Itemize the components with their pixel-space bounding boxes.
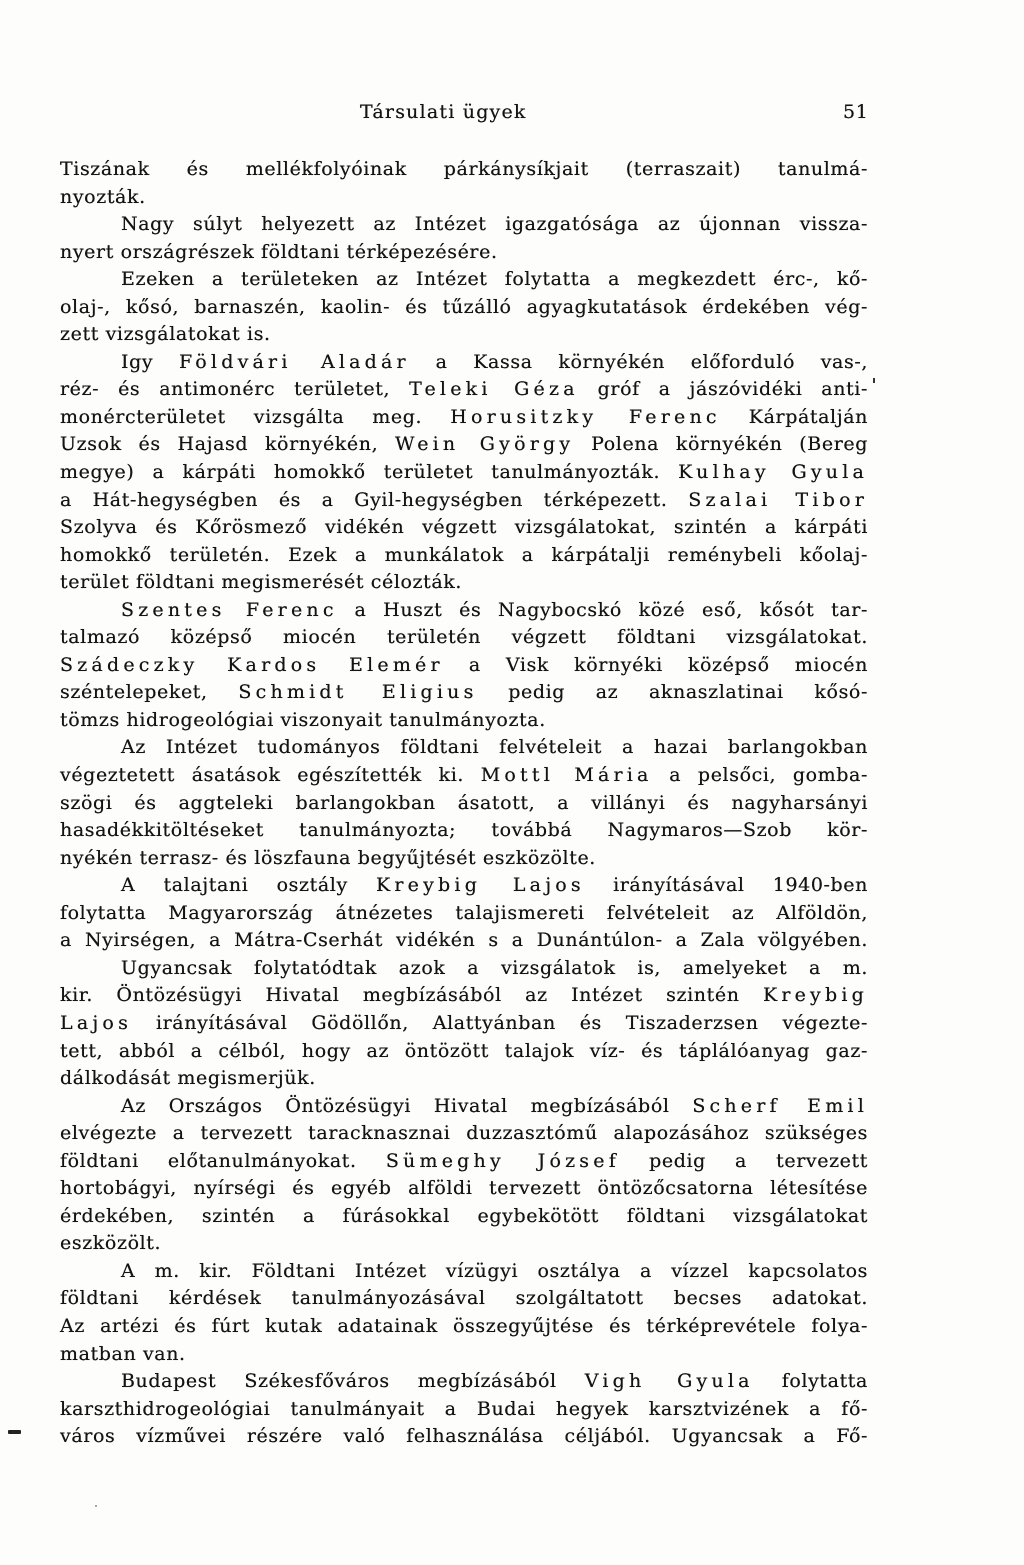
person-name: Szentes Ferenc xyxy=(121,598,338,621)
text-segment: a Nyirségen, a Mátra-Cserhát vidékén s a Dunántúlon- a Zala völgyében. xyxy=(60,929,868,952)
scan-artifact-mark xyxy=(8,1430,21,1434)
text-line xyxy=(60,349,868,377)
text-segment: Az Országos Öntözésügyi Hivatal megbízásából xyxy=(121,1094,693,1117)
text-line xyxy=(60,1285,868,1313)
person-name: Földvári Aladár xyxy=(178,350,410,373)
text-segment: földtani kérdések tanulmányozásával szolgáltatott becses adatokat. xyxy=(60,1287,868,1310)
text-segment: kir. Öntözésügyi Hivatal megbízásából az Intézet szintén xyxy=(60,984,763,1007)
text-line xyxy=(60,1148,868,1176)
text-line xyxy=(60,294,868,322)
text-segment: olaj-, kősó, barnaszén, kaolin- és tűzálló agyagkutatások érdekében vég- xyxy=(60,295,868,318)
text-segment: Ugyancsak folytatódtak azok a vizsgálatok is, amelyeket a m. xyxy=(121,956,868,979)
text-segment: karszthidrogeológiai tanulmányait a Budai hegyek karsztvizének a fő- xyxy=(60,1397,868,1420)
person-name: Sümeghy József xyxy=(385,1149,620,1172)
text-segment: Ezeken a területeken az Intézet folytatta a megkezdett érc-, kő- xyxy=(121,268,868,291)
text-line xyxy=(60,542,868,570)
text-segment: zett vizsgálatokat is. xyxy=(60,323,271,346)
paragraph xyxy=(60,1258,868,1368)
text-line xyxy=(60,1093,868,1121)
text-line xyxy=(60,1341,868,1369)
text-segment: a Kassa környékén előforduló vas-, xyxy=(409,350,868,373)
text-segment: matban van. xyxy=(60,1342,186,1365)
text-segment: nyozták. xyxy=(60,185,146,208)
text-segment: Szolyva és Kőrösmező vidékén végzett vizsgálatokat, szintén a kárpáti xyxy=(60,516,868,539)
text-line xyxy=(60,872,868,900)
text-line xyxy=(60,1010,868,1038)
text-line xyxy=(60,1230,868,1258)
text-segment: folytatta xyxy=(753,1370,868,1393)
text-line xyxy=(60,679,868,707)
person-name: Kreybig Lajos xyxy=(376,874,585,897)
running-head: Társulati ügyek xyxy=(360,101,527,123)
text-segment: Az Intézet tudományos földtani felvételeit a hazai barlangokban xyxy=(121,736,868,759)
text-line xyxy=(60,404,868,432)
paragraph xyxy=(60,349,868,597)
text-segment: a Huszt és Nagybocskó közé eső, kősót tar- xyxy=(337,598,869,621)
person-name: Teleki Géza xyxy=(409,378,579,401)
text-line xyxy=(60,1175,868,1203)
text-segment: tett, abból a célból, hogy az öntözött talajok víz- és táplálóanyag gaz- xyxy=(60,1039,868,1062)
text-line xyxy=(60,955,868,983)
text-line xyxy=(60,1038,868,1066)
text-line xyxy=(60,624,868,652)
paragraph xyxy=(60,211,868,266)
paragraph xyxy=(60,597,868,735)
person-name: Scherf Emil xyxy=(692,1094,868,1117)
text-line xyxy=(60,321,868,349)
text-segment: nyert országrészek földtani térképezésére. xyxy=(60,240,498,263)
paragraph xyxy=(60,1368,868,1451)
text-line xyxy=(60,1368,868,1396)
text-line xyxy=(60,845,868,873)
text-segment: A talajtani osztály xyxy=(121,874,376,897)
person-name: Wein György xyxy=(395,433,575,456)
scan-artifact-mark xyxy=(873,378,875,383)
text-line xyxy=(60,514,868,542)
paragraph xyxy=(60,955,868,1093)
person-name: Kulhay Gyula xyxy=(678,461,868,484)
text-line xyxy=(60,652,868,680)
text-line xyxy=(60,1120,868,1148)
text-segment: érdekében, szintén a fúrásokkal egybekötött földtani vizsgálatokat xyxy=(60,1204,868,1227)
text-segment: talmazó középső miocén területén végzett földtani vizsgálatokat. xyxy=(60,626,868,649)
text-line xyxy=(60,734,868,762)
text-segment: Az artézi és fúrt kutak adatainak összegyűjtése és térképrevétele folya- xyxy=(60,1314,868,1337)
page-number: 51 xyxy=(843,101,869,123)
text-segment: a Hát-hegységben és a Gyil-hegységben térképezett. xyxy=(60,488,689,511)
person-name: Schmidt Eligius xyxy=(238,681,478,704)
paragraph xyxy=(60,734,868,872)
text-line xyxy=(60,156,868,184)
text-line xyxy=(60,459,868,487)
text-line xyxy=(60,707,868,735)
paragraph xyxy=(60,1093,868,1258)
text-segment: város vízművei részére való felhasználása céljából. Ugyancsak a Fő- xyxy=(60,1425,868,1448)
text-segment: elvégezte a tervezett taracknasznai duzzasztómű alapozásához szükséges xyxy=(60,1122,868,1145)
text-segment: réz- és antimonérc területet, xyxy=(60,378,410,401)
text-segment: eszközölt. xyxy=(60,1232,162,1255)
body-text xyxy=(60,156,868,1451)
text-segment: Tiszának és mellékfolyóinak párkánysíkjait (terraszait) tanulmá- xyxy=(60,158,868,180)
text-line xyxy=(60,487,868,515)
text-line xyxy=(60,266,868,294)
text-segment: hortobágyi, nyírségi és egyéb alföldi tervezett öntözőcsatorna létesítése xyxy=(60,1177,868,1200)
text-segment: Nagy súlyt helyezett az Intézet igazgatósága az újonnan vissza- xyxy=(121,213,868,236)
text-line xyxy=(60,211,868,239)
text-line xyxy=(60,1203,868,1231)
text-line xyxy=(60,431,868,459)
text-segment: Kárpátalján xyxy=(720,405,868,428)
text-segment: dálkodását megismerjük. xyxy=(60,1067,316,1090)
text-segment: Polena környékén (Bereg xyxy=(574,433,869,456)
text-line xyxy=(60,1313,868,1341)
text-segment: folytatta Magyarország átnézetes talajismereti felvételeit az Alföldön, xyxy=(60,901,868,924)
text-segment: a pelsőci, gomba- xyxy=(652,764,869,787)
text-line xyxy=(60,790,868,818)
text-segment: homokkő területén. Ezek a munkálatok a kárpátalji reménybeli kőolaj- xyxy=(60,543,868,566)
text-segment: hasadékkitöltéseket tanulmányozta; továbbá Nagymaros—Szob kör- xyxy=(60,819,868,842)
text-segment: gróf a jászóvidéki anti- xyxy=(578,378,868,401)
text-segment: Igy xyxy=(121,350,179,373)
text-segment: irányításával Gödöllőn, Alattyánban és Tiszaderzsen végezte- xyxy=(132,1011,868,1034)
text-line xyxy=(60,817,868,845)
text-segment: széntelepeket, xyxy=(60,681,239,704)
text-segment: végeztetett ásatások egészítették ki. xyxy=(60,764,481,787)
person-name: Horusitzky Ferenc xyxy=(450,405,721,428)
text-segment: irányításával 1940-ben xyxy=(584,874,868,897)
text-segment: tömzs hidrogeológiai viszonyait tanulmányozta. xyxy=(60,708,546,731)
text-segment: terület földtani megismerését célozták. xyxy=(60,571,463,594)
text-line xyxy=(60,184,868,212)
text-segment: szögi és aggteleki barlangokban ásatott, a villányi és nagyharsányi xyxy=(60,791,868,814)
person-name: Szádeczky Kardos Elemér xyxy=(60,653,444,676)
text-segment: megye) a kárpáti homokkő területet tanulmányozták. xyxy=(60,461,679,484)
text-segment: pedig a tervezett xyxy=(619,1149,868,1172)
text-segment: pedig az aknaszlatinai kősó- xyxy=(477,681,868,704)
text-segment: A m. kir. Földtani Intézet vízügyi osztálya a vízzel kapcsolatos xyxy=(121,1259,868,1282)
person-name: Vigh Gyula xyxy=(584,1370,754,1393)
text-line xyxy=(60,1258,868,1286)
text-line xyxy=(60,1396,868,1424)
paragraph xyxy=(60,872,868,955)
text-line xyxy=(60,1423,868,1451)
text-segment: Budapest Székesfőváros megbízásából xyxy=(121,1370,585,1393)
text-segment: a Visk környéki középső miocén xyxy=(443,653,868,676)
text-line xyxy=(60,762,868,790)
text-line xyxy=(60,239,868,267)
text-line xyxy=(60,1065,868,1093)
text-segment: monércterületet vizsgálta meg. xyxy=(60,405,451,428)
paragraph xyxy=(60,266,868,349)
person-name: Kreybig xyxy=(762,984,868,1007)
text-line xyxy=(60,569,868,597)
person-name: Szalai Tibor xyxy=(688,488,868,511)
person-name: Lajos xyxy=(60,1011,133,1034)
scan-artifact-mark xyxy=(95,1505,97,1507)
text-line xyxy=(60,982,868,1010)
text-segment: Uzsok és Hajasd környékén, xyxy=(60,433,396,456)
text-segment: földtani előtanulmányokat. xyxy=(60,1149,386,1172)
text-line xyxy=(60,376,868,404)
paragraph xyxy=(60,156,868,211)
text-line xyxy=(60,597,868,625)
text-segment: nyékén terrasz- és löszfauna begyűjtését eszközölte. xyxy=(60,846,596,869)
person-name: Mottl Mária xyxy=(480,764,653,787)
text-line xyxy=(60,927,868,955)
text-line xyxy=(60,900,868,928)
